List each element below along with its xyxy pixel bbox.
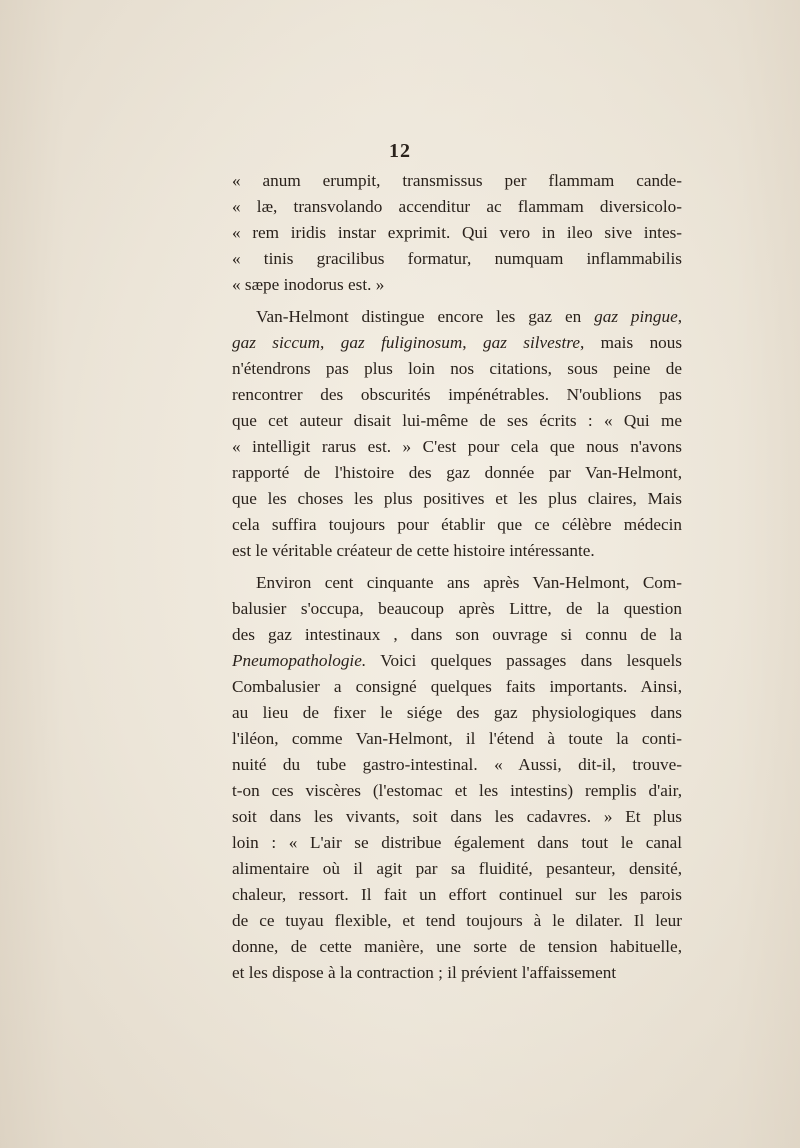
text-line: rencontrer des obscurités impénétrables. N'oublions pas	[232, 385, 682, 404]
text-line: balusier s'occupa, beaucoup après Littre, de la question	[232, 599, 682, 618]
text-line: cela suffira toujours pour établir que ce célèbre médecin	[232, 515, 682, 534]
text-line: « tinis gracilibus formatur, numquam inflammabilis	[232, 249, 682, 268]
text-line: Environ cent cinquante ans après Van-Helmont, Com-	[256, 573, 682, 592]
text-line: est le véritable créateur de cette histoire intéressante.	[232, 541, 595, 560]
text-line: que cet auteur disait lui-même de ses écrits : « Qui me	[232, 411, 682, 430]
text-line: de ce tuyau flexible, et tend toujours à le dilater. Il leur	[232, 911, 682, 930]
text-line: « sæpe inodorus est. »	[232, 275, 385, 294]
italic-term: gaz siccum	[232, 333, 321, 352]
text-line: l'iléon, comme Van-Helmont, il l'étend à toute la conti-	[232, 729, 682, 748]
text-line: « læ, transvolando accenditur ac flammam diversicolo-	[232, 197, 682, 216]
text-line: « rem iridis instar exprimit. Qui vero in ileo sive intes-	[232, 223, 682, 242]
text-line: alimentaire où il agit par sa fluidité, pesanteur, densité,	[232, 859, 682, 878]
text-line: gaz siccum, gaz fuliginosum, gaz silvestre, mais nous	[232, 333, 682, 352]
text-line: donne, de cette manière, une sorte de tension habituelle,	[232, 937, 682, 956]
italic-term: gaz silvestre	[483, 333, 580, 352]
text-line: que les choses les plus positives et les plus claires, Mais	[232, 489, 682, 508]
italic-term: Pneumopathologie.	[232, 651, 367, 670]
italic-term: gaz fuliginosum	[340, 333, 463, 352]
text-line: chaleur, ressort. Il fait un effort continuel sur les parois	[232, 885, 682, 904]
page-number: 12	[389, 140, 411, 162]
paragraph-van-helmont	[232, 304, 682, 564]
text-line: Van-Helmont distingue encore les gaz en gaz pingue,	[256, 307, 682, 326]
text-line: et les dispose à la contraction ; il prévient l'affaissement	[232, 963, 617, 982]
text-line: nuité du tube gastro-intestinal. « Aussi, dit-il, trouve-	[232, 755, 682, 774]
text-line: Pneumopathologie. Voici quelques passages dans lesquels	[232, 651, 682, 670]
latin-quote	[232, 168, 682, 298]
text-line: soit dans les vivants, soit dans les cadavres. » Et plus	[232, 807, 682, 826]
text-line: au lieu de fixer le siége des gaz physiologiques dans	[232, 703, 682, 722]
text-line: des gaz intestinaux , dans son ouvrage si connu de la	[232, 625, 682, 644]
paragraph-combalusier	[232, 570, 682, 986]
text-line: n'étendrons pas plus loin nos citations, sous peine de	[232, 359, 682, 378]
italic-term: gaz pingue	[594, 307, 678, 326]
text-line: rapporté de l'histoire des gaz donnée par Van-Helmont,	[232, 463, 682, 482]
text-line: « anum erumpit, transmissus per flammam cande-	[232, 171, 682, 190]
text-line: t-on ces viscères (l'estomac et les intestins) remplis d'air,	[232, 781, 682, 800]
text-line: Combalusier a consigné quelques faits importants. Ainsi,	[232, 677, 682, 696]
text-block	[232, 168, 682, 986]
text-line: « intelligit rarus est. » C'est pour cela que nous n'avons	[232, 437, 682, 456]
text-line: loin : « L'air se distribue également dans tout le canal	[232, 833, 682, 852]
